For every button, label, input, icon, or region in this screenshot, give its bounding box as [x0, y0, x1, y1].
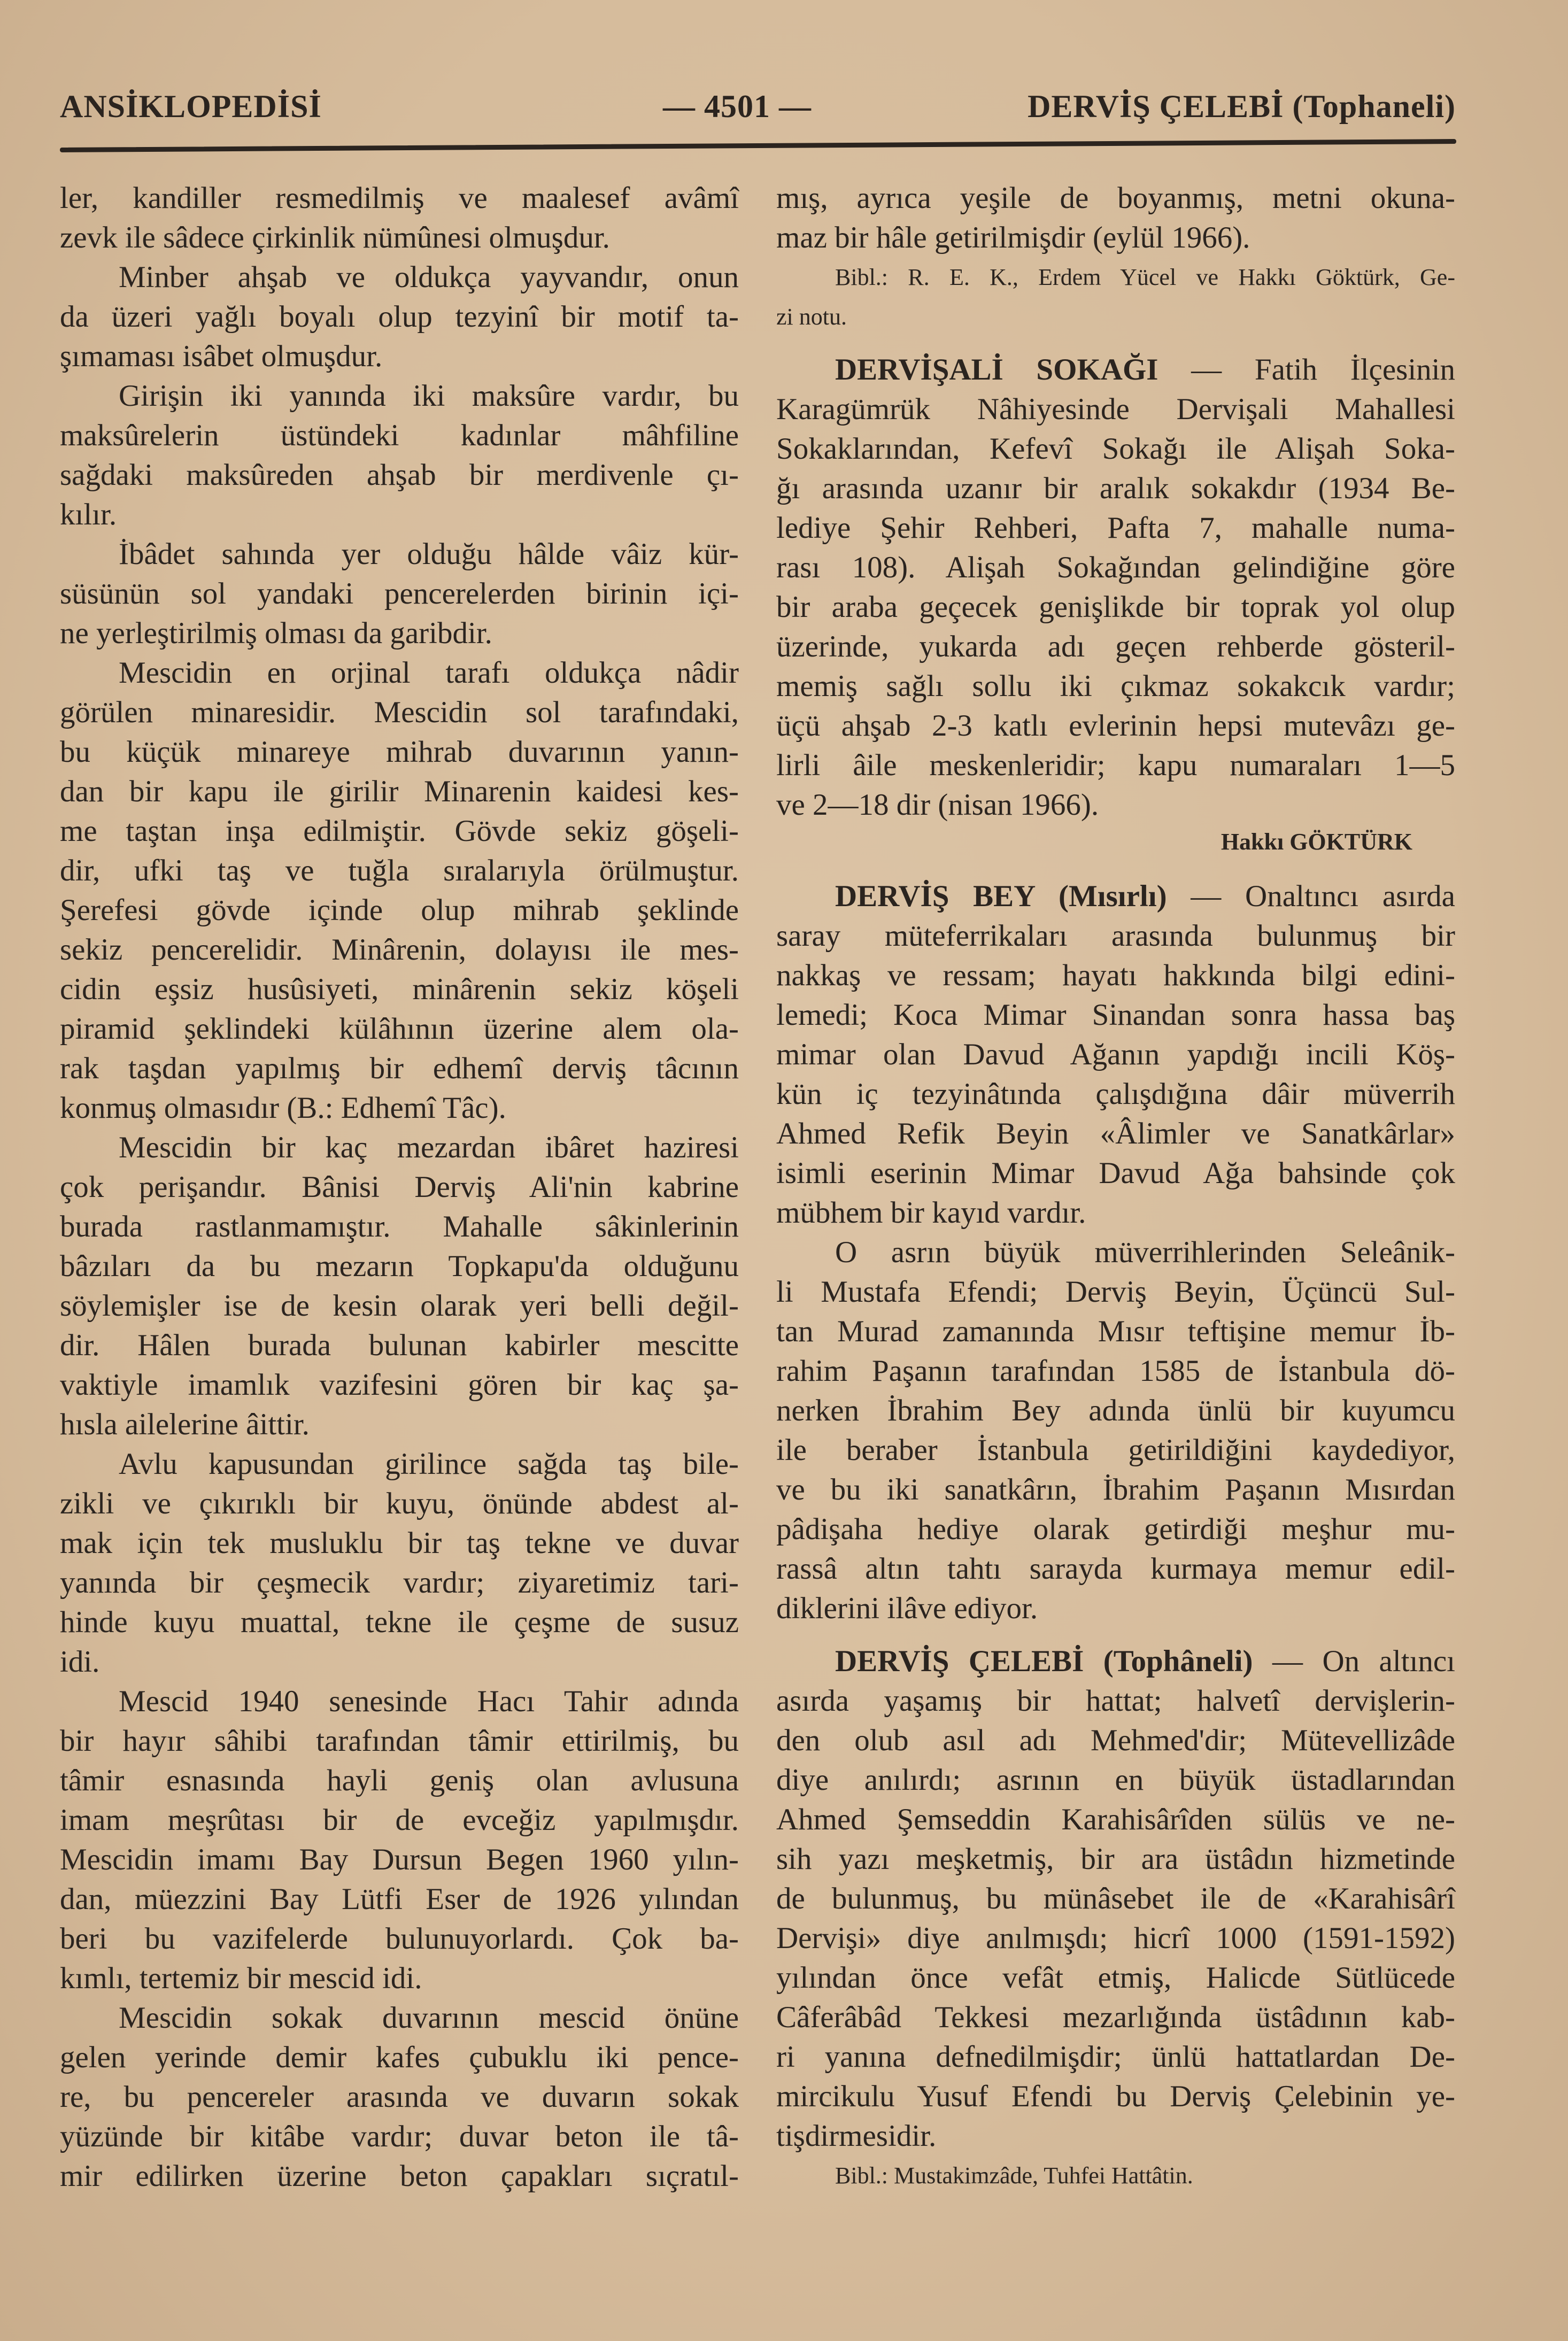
text-line — [776, 1642, 1455, 1681]
text-line: memiş sağlı sollu iki çıkmaz sokakcık vardır; — [776, 669, 1455, 703]
text-line: burada rastlanmamıştır. Mahalle sâkinlerinin — [60, 1210, 739, 1243]
text-line: Câferâbâd Tekkesi mezarlığında üstâdının kab- — [776, 2000, 1455, 2034]
text-line: cidin eşsiz husûsiyeti, minârenin sekiz köşeli — [60, 972, 739, 1006]
text-line: bu küçük minareye mihrab duvarının yanın- — [60, 735, 739, 769]
entry-text: — Fatih İlçesinin — [1158, 353, 1455, 387]
bibliography — [776, 2156, 1455, 2196]
running-header-right: DERVİŞ ÇELEBİ (Tophaneli) — [1028, 89, 1456, 124]
text-line: şımaması isâbet olmuşdur. — [60, 339, 383, 373]
text-line: lemedi; Koca Mimar Sinandan sonra hassa baş — [776, 998, 1455, 1032]
text-line: Hakkı GÖKTÜRK — [1221, 829, 1412, 855]
bibliography — [776, 258, 1455, 337]
encyclopedia-entry — [776, 877, 1455, 1233]
text-line: lirli âile meskenleridir; kapu numaraları 1—5 — [776, 748, 1455, 782]
text-line: Bibl.: Mustakimzâde, Tuhfei Hattâtin. — [835, 2162, 1193, 2189]
text-line: ri yanına defnedilmişdir; ünlü hattatlardan De- — [776, 2040, 1455, 2074]
text-line — [776, 350, 1455, 390]
text-line: tişdirmesidir. — [776, 2119, 937, 2153]
text-line: Mescid 1940 senesinde Hacı Tahir adında — [119, 1685, 739, 1718]
text-line: sekiz pencerelidir. Minârenin, dolayısı ile mes- — [60, 933, 739, 967]
text-line: zikli ve çıkırıklı bir kuyu, önünde abdest al- — [60, 1487, 739, 1520]
text-line: Avlu kapusundan girilince sağda taş bile- — [119, 1447, 739, 1481]
text-line: dir, ufki taş ve tuğla sıralarıyla örülmuştur. — [60, 854, 739, 887]
paragraph — [776, 179, 1455, 258]
text-line: sağdaki maksûreden ahşab bir merdivenle çı- — [60, 458, 739, 492]
text-line: vaktiyle imamlık vazifesini gören bir kaç şa- — [60, 1368, 739, 1402]
text-line: O asrın büyük müverrihlerinden Seleânik- — [835, 1235, 1455, 1269]
text-line: rak taşdan yapılmış bir edhemî derviş tâcının — [60, 1052, 739, 1085]
text-line: yılından önce vefât etmiş, Halicde Sütlücede — [776, 1961, 1455, 1995]
paragraph — [60, 1998, 739, 2196]
text-line: tan Murad zamanında Mısır teftişine memur İb- — [776, 1315, 1455, 1348]
text-line: tâmir esnasında hayli geniş olan avlusuna — [60, 1764, 739, 1797]
text-line: İbâdet sahında yer olduğu hâlde vâiz kür- — [119, 537, 739, 571]
text-line: üzerinde, yukarda adı geçen rehberde gösteril- — [776, 630, 1455, 663]
paragraph — [60, 1444, 739, 1682]
text-line: yanında bir çeşmecik vardır; ziyaretimiz tari- — [60, 1566, 739, 1600]
text-line: Sokaklarından, Kefevî Sokağı ile Alişah Soka- — [776, 432, 1455, 466]
text-line: bir hayır sâhibi tarafından tâmir ettirilmiş, bu — [60, 1724, 739, 1758]
text-line: isimli eserinin Mimar Davud Ağa bahsinde çok — [776, 1156, 1455, 1190]
text-line: ler, kandiller resmedilmiş ve maalesef avâmî — [60, 181, 739, 215]
text-line: ğı arasında uzanır bir aralık sokakdır (1934 Be- — [776, 472, 1455, 505]
text-line: söylemişler ise de kesin olarak yeri belli değil- — [60, 1289, 739, 1323]
text-line: nerken İbrahim Bey adında ünlü bir kuyumcu — [776, 1394, 1455, 1427]
text-line: ile beraber İstanbula getirildiğini kaydediyor, — [776, 1433, 1455, 1467]
text-line: konmuş olmasıdır (B.: Edhemî Tâc). — [60, 1091, 506, 1125]
text-line: pâdişaha hediye olarak getirdiği meşhur mu- — [776, 1512, 1455, 1546]
paragraph — [60, 1682, 739, 1998]
paragraph — [60, 258, 739, 376]
text-line: lediye Şehir Rehberi, Pafta 7, mahalle numa- — [776, 511, 1455, 545]
text-line: mübhem bir kayıd vardır. — [776, 1196, 1086, 1230]
text-line: dan, müezzini Bay Lütfi Eser de 1926 yılından — [60, 1882, 739, 1916]
text-line: rassâ altın tahtı sarayda kurmaya memur edil- — [776, 1552, 1455, 1586]
text-line: Mescidin en orjinal tarafı oldukça nâdir — [119, 656, 739, 690]
text-line: dir. Hâlen burada bulunan kabirler mescitte — [60, 1328, 739, 1362]
text-line: ve 2—18 dir (nisan 1966). — [776, 788, 1099, 822]
text-line: bir araba geçecek genişlikde bir toprak yol olup — [776, 590, 1455, 624]
text-line: diye anılırdı; asrının en büyük üstadlarından — [776, 1763, 1455, 1797]
encyclopedia-entry — [776, 350, 1455, 825]
entry-title: DERVİŞ ÇELEBİ (Tophâneli) — [835, 1644, 1253, 1678]
text-line: kımlı, tertemiz bir mescid idi. — [60, 1961, 422, 1995]
author-signature — [776, 825, 1455, 859]
text-line: maz bir hâle getirilmişdir (eylül 1966). — [776, 221, 1250, 254]
text-line: çok perişandır. Bânisi Derviş Ali'nin kabrine — [60, 1170, 739, 1204]
text-line: mış, ayrıca yeşile de boyanmış, metni okuna- — [776, 181, 1455, 215]
text-line: beri bu vazifelerde bulunuyorlardı. Çok ba- — [60, 1922, 739, 1956]
running-header-left: ANSİKLOPEDİSİ — [60, 89, 322, 124]
text-line: Minber ahşab ve oldukça yayvandır, onun — [119, 260, 739, 294]
text-line: Ahmed Şemseddin Karahisârîden sülüs ve ne- — [776, 1803, 1455, 1836]
text-line: kılır. — [60, 498, 117, 531]
text-line: Mescidin sokak duvarının mescid önüne — [119, 2001, 739, 2035]
text-line: üçü ahşab 2-3 katlı evlerinin hepsi mutevâzı ge- — [776, 709, 1455, 743]
paragraph — [60, 376, 739, 535]
text-line: Karagümrük Nâhiyesinde Dervişali Mahallesi — [776, 392, 1455, 426]
text-line: da üzeri yağlı boyalı olup tezyinî bir motif ta- — [60, 300, 739, 334]
paragraph — [60, 1128, 739, 1444]
text-line: gelen yerinde demir kafes çubuklu iki pence- — [60, 2041, 739, 2074]
entry-title: DERVİŞ BEY (Mısırlı) — [835, 879, 1167, 913]
text-line: hısla ailelerine âittir. — [60, 1408, 310, 1441]
encyclopedia-entry — [776, 1642, 1455, 2156]
text-line: dan bir kapu ile girilir Minarenin kaidesi kes- — [60, 775, 739, 808]
text-line: li Mustafa Efendi; Derviş Beyin, Üçüncü Sul- — [776, 1275, 1455, 1309]
page-number: — 4501 — — [663, 89, 812, 124]
text-line: me taştan inşa edilmiştir. Gövde sekiz göşeli- — [60, 814, 739, 848]
text-line: re, bu pencereler arasında ve duvarın sokak — [60, 2080, 739, 2114]
text-line: yüzünde bir kitâbe vardır; duvar beton ile tâ- — [60, 2120, 739, 2153]
text-line: rası 108). Alişah Sokağından gelindiğine göre — [776, 551, 1455, 584]
text-line — [776, 877, 1455, 916]
text-line: Bibl.: R. E. K., Erdem Yücel ve Hakkı Göktürk, Ge- — [835, 264, 1455, 290]
text-line: süsünün sol yandaki pencerelerden birinin içi- — [60, 577, 739, 611]
paragraph — [776, 1233, 1455, 1628]
text-line: mimar olan Davud Ağanın yapdığı incili Köş- — [776, 1038, 1455, 1071]
text-line: mak için tek musluklu bir taş tekne ve duvar — [60, 1526, 739, 1560]
text-line: saray müteferrikaları arasında bulunmuş bir — [776, 919, 1455, 953]
text-line: rahim Paşanın tarafından 1585 de İstanbula dö- — [776, 1354, 1455, 1388]
entry-text: — On altıncı — [1253, 1644, 1456, 1678]
text-line: zevk ile sâdece çirkinlik nümûnesi olmuşdur. — [60, 221, 610, 254]
text-line: sih yazı meşketmiş, bir ara üstâdın hizmetinde — [776, 1842, 1455, 1876]
paragraph — [60, 653, 739, 1128]
text-line: mircikulu Yusuf Efendi bu Derviş Çelebinin ye- — [776, 2080, 1455, 2113]
entry-title: DERVİŞALİ SOKAĞI — [835, 353, 1158, 387]
text-line: hinde kuyu muattal, tekne ile çeşme de susuz — [60, 1605, 739, 1639]
text-line: ne yerleştirilmiş olması da garibdir. — [60, 616, 492, 650]
text-line: kün iç tezyinâtında çalışdığına dâir müverrih — [776, 1077, 1455, 1111]
paragraph — [60, 535, 739, 653]
entry-text: — Onaltıncı asırda — [1167, 879, 1455, 913]
text-line: imam meşrûtası bir de evceğiz yapılmışdır. — [60, 1803, 739, 1837]
text-line: bâzıları da bu mezarın Topkapu'da olduğunu — [60, 1249, 739, 1283]
text-line: de bulunmuş, bu münâsebet ile de «Karahisârî — [776, 1882, 1455, 1915]
paragraph — [60, 179, 739, 258]
text-line: Mescidin imamı Bay Dursun Begen 1960 yılın- — [60, 1843, 739, 1876]
text-line: idi. — [60, 1645, 100, 1679]
text-line: Şerefesi gövde içinde olup mihrab şeklinde — [60, 893, 739, 927]
text-line: Mescidin bir kaç mezardan ibâret haziresi — [119, 1131, 739, 1164]
text-line: Girişin iki yanında iki maksûre vardır, bu — [119, 379, 739, 413]
text-line: diklerini ilâve ediyor. — [776, 1591, 1038, 1625]
text-line: mir edilirken üzerine beton çapakları sıçratıl- — [60, 2159, 739, 2193]
text-line: asırda yaşamış bir hattat; halvetî dervişlerin- — [776, 1684, 1455, 1718]
left-column — [60, 179, 739, 2196]
text-line: nakkaş ve ressam; hayatı hakkında bilgi edini- — [776, 959, 1455, 992]
text-line: den olub asıl adı Mehmed'dir; Mütevellizâde — [776, 1724, 1455, 1757]
right-column — [776, 179, 1455, 2196]
text-line: Dervişi» diye anılmışdı; hicrî 1000 (1591-1592) — [776, 1921, 1455, 1955]
text-line: Ahmed Refik Beyin «Âlimler ve Sanatkârlar» — [776, 1117, 1455, 1150]
text-line: ve bu iki sanatkârın, İbrahim Paşanın Mısırdan — [776, 1473, 1455, 1506]
text-line: görülen minaresidir. Mescidin sol tarafındaki, — [60, 696, 739, 729]
text-line: piramid şeklindeki külâhının üzerine alem ola- — [60, 1012, 739, 1046]
text-line: maksûrelerin üstündeki kadınlar mâhfiline — [60, 419, 739, 452]
header-rule — [60, 139, 1456, 152]
text-line: zi notu. — [776, 304, 847, 330]
